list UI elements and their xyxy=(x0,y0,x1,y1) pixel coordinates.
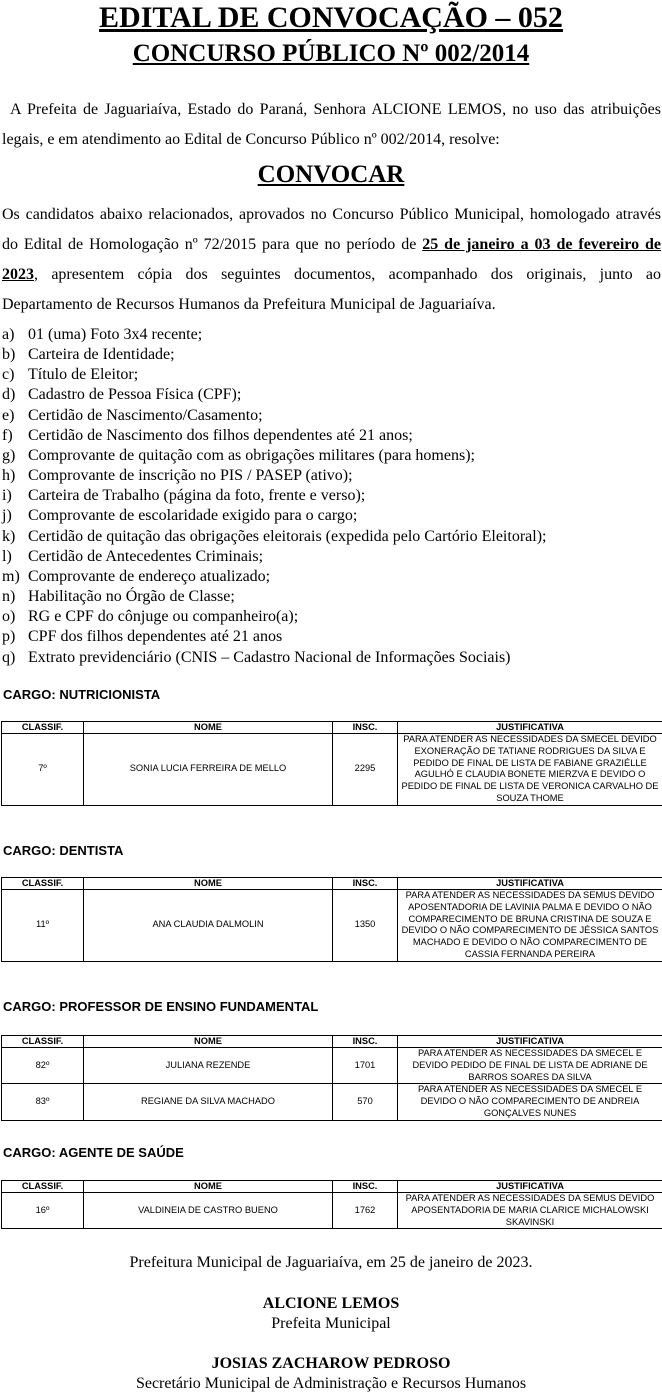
document-item xyxy=(2,466,657,486)
document-item-text: Carteira de Identidade; xyxy=(28,346,175,364)
document-item xyxy=(2,506,657,526)
cargo-title: CARGO: NUTRICIONISTA xyxy=(3,687,161,702)
cell-insc: 1762 xyxy=(333,1193,398,1229)
column-header-justificativa: JUSTIFICATIVA xyxy=(398,722,662,734)
cell-justificativa: PARA ATENDER AS NECESSIDADES DA SEMUS DEVIDO APOSENTADORIA DE MARIA CLARICE MICHALOWSKI SKAVINSKI xyxy=(398,1193,662,1229)
document-item-text: Certidão de Nascimento/Casamento; xyxy=(28,406,263,424)
cell-classif: 7º xyxy=(2,734,84,806)
table-row xyxy=(2,734,662,806)
document-item xyxy=(2,365,657,385)
document-item-text: Comprovante de quitação com as obrigações militares (para homens); xyxy=(28,446,475,464)
document-item-text: Comprovante de escolaridade exigido para o cargo; xyxy=(28,507,358,525)
document-item xyxy=(2,486,657,506)
document-item xyxy=(2,345,657,365)
document-item xyxy=(2,406,657,426)
signer-name: ALCIONE LEMOS xyxy=(262,1295,400,1312)
column-header-classif: CLASSIF. xyxy=(2,1036,84,1048)
cell-classif: 16º xyxy=(2,1193,84,1229)
document-item-letter: c) xyxy=(2,366,15,384)
document-item-letter: f) xyxy=(2,426,13,444)
cargo-title: CARGO: DENTISTA xyxy=(3,843,124,858)
document-item-letter: k) xyxy=(2,527,16,545)
document-item-text: CPF dos filhos dependentes até 21 anos xyxy=(28,628,283,646)
cargo-table xyxy=(1,721,662,806)
document-item xyxy=(2,607,657,627)
document-item-letter: a) xyxy=(2,326,15,343)
column-header-insc: INSC. xyxy=(333,878,398,890)
document-item-text: Certidão de quitação das obrigações eleitorais (expedida pelo Cartório Eleitoral); xyxy=(28,527,547,545)
document-item-letter: h) xyxy=(2,467,16,485)
body-paragraph xyxy=(2,200,661,320)
document-item-letter: q) xyxy=(2,648,16,666)
cell-insc: 2295 xyxy=(333,734,398,806)
cell-justificativa: PARA ATENDER AS NECESSIDADES DA SMECEL DEVIDO EXONERAÇÃO DE TATIANE RODRIGUES DA SILVA E PEDIDO DE FINAL DE LISTA DE FABIANE GRAZIÉLLE AGULHÓ E CLAUDIA BONETE MIERZVA E DEVIDO O PEDIDO DE FINAL DE LISTA DE VERONICA CARVALHO DE SOUZA THOME xyxy=(398,734,662,806)
document-item-text: Título de Eleitor; xyxy=(28,366,139,384)
cargo-table xyxy=(1,1180,662,1229)
cargo-table xyxy=(1,877,662,962)
column-header-justificativa: JUSTIFICATIVA xyxy=(398,1181,662,1193)
column-header-insc: INSC. xyxy=(333,1036,398,1048)
document-item-text: Certidão de Nascimento dos filhos dependentes até 21 anos; xyxy=(28,426,413,444)
column-header-nome: NOME xyxy=(84,878,333,890)
table-header-row xyxy=(2,1181,662,1193)
document-item-text: Comprovante de inscrição no PIS / PASEP (ativo); xyxy=(28,467,353,485)
date-line: Prefeitura Municipal de Jaguariaíva, em 25 de janeiro de 2023. xyxy=(129,1254,533,1271)
table-header-row xyxy=(2,1036,662,1048)
cargo-title: CARGO: AGENTE DE SAÚDE xyxy=(3,1145,184,1160)
document-title: EDITAL DE CONVOCAÇÃO – 052 xyxy=(99,1,563,34)
document-item xyxy=(2,527,657,547)
signer-name: JOSIAS ZACHAROW PEDROSO xyxy=(211,1355,451,1372)
cell-insc: 1350 xyxy=(333,890,398,962)
table-row xyxy=(2,1048,662,1084)
document-item-letter: e) xyxy=(2,406,15,424)
cell-justificativa: PARA ATENDER AS NECESSIDADES DA SMECEL E DEVIDO PEDIDO DE FINAL DE LISTA DE ADRIANE DE BARROS SOARES DA SILVA xyxy=(398,1048,662,1084)
document-item-letter: m) xyxy=(2,567,20,585)
document-item-letter: j) xyxy=(2,507,12,525)
document-item-text: Extrato previdenciário (CNIS – Cadastro Nacional de Informações Sociais) xyxy=(28,648,511,666)
convocar-heading: CONVOCAR xyxy=(257,161,405,188)
document-item xyxy=(2,567,657,587)
cell-classif: 83º xyxy=(2,1084,84,1120)
document-item-letter: d) xyxy=(2,386,16,404)
documents-list xyxy=(2,325,657,668)
document-item-text: Habilitação no Órgão de Classe; xyxy=(28,588,235,606)
cell-classif: 82º xyxy=(2,1048,84,1084)
document-item-text: Carteira de Trabalho (página da foto, frente e verso); xyxy=(28,487,366,505)
body-text-before: Os candidatos abaixo relacionados, aprovados no Concurso Público Municipal, homologado através do Edital de Homologação nº 72/2015 para que no período de xyxy=(2,206,661,253)
document-item-letter: i) xyxy=(2,487,12,505)
document-item-letter: l) xyxy=(2,547,12,565)
cargo-table xyxy=(1,1035,662,1121)
cell-justificativa: PARA ATENDER AS NECESSIDADES DA SMECEL E DEVIDO O NÃO COMPARECIMENTO DE ANDREIA GONÇALVES NUNES xyxy=(398,1084,662,1120)
document-item xyxy=(2,587,657,607)
cargo-title: CARGO: PROFESSOR DE ENSINO FUNDAMENTAL xyxy=(3,999,319,1014)
cell-justificativa: PARA ATENDER AS NECESSIDADES DA SEMUS DEVIDO APOSENTADORIA DE LAVINIA PALMA E DEVIDO O NÃO COMPARECIMENTO DE BRUNA CRISTINA DE SOUZA E DEVIDO O NÃO COMPARECIMENTO DE JÉSSICA SANTOS MACHADO E DEVIDO O NÃO COMPARECIMENTO DE CASSIA FERNANDA PEREIRA xyxy=(398,890,662,962)
document-item-text: Certidão de Antecedentes Criminais; xyxy=(28,547,264,565)
cell-nome: SONIA LUCIA FERREIRA DE MELLO xyxy=(84,734,333,806)
document-subtitle: CONCURSO PÚBLICO Nº 002/2014 xyxy=(132,40,530,67)
document-item xyxy=(2,426,657,446)
cell-nome: ANA CLAUDIA DALMOLIN xyxy=(84,890,333,962)
document-item-text: 01 (uma) Foto 3x4 recente; xyxy=(28,326,203,343)
document-item-letter: g) xyxy=(2,446,16,464)
column-header-classif: CLASSIF. xyxy=(2,1181,84,1193)
document-item xyxy=(2,325,657,345)
cell-nome: VALDINEIA DE CASTRO BUENO xyxy=(84,1193,333,1229)
document-item xyxy=(2,547,657,567)
cell-classif: 11º xyxy=(2,890,84,962)
column-header-nome: NOME xyxy=(84,1181,333,1193)
column-header-classif: CLASSIF. xyxy=(2,878,84,890)
document-item xyxy=(2,627,657,647)
column-header-classif: CLASSIF. xyxy=(2,722,84,734)
body-text-after: , apresentem cópia dos seguintes documentos, acompanhado dos originais, junto ao Departamento de Recursos Humanos da Prefeitura Municipal de Jaguariaíva. xyxy=(2,266,661,313)
column-header-insc: INSC. xyxy=(333,1181,398,1193)
signer-role: Secretário Municipal de Administração e Recursos Humanos xyxy=(135,1375,527,1392)
body-period: 25 de janeiro a 03 de fevereiro de 2023 xyxy=(2,236,662,283)
column-header-justificativa: JUSTIFICATIVA xyxy=(398,878,662,890)
signer-role: Prefeita Municipal xyxy=(271,1315,391,1332)
document-item-letter: p) xyxy=(2,628,16,646)
table-row xyxy=(2,1084,662,1120)
document-item xyxy=(2,648,657,668)
table-header-row xyxy=(2,722,662,734)
document-item xyxy=(2,385,657,405)
column-header-nome: NOME xyxy=(84,1036,333,1048)
column-header-insc: INSC. xyxy=(333,722,398,734)
document-item-text: Comprovante de endereço atualizado; xyxy=(28,567,271,585)
intro-paragraph: A Prefeita de Jaguariaíva, Estado do Paraná, Senhora ALCIONE LEMOS, no uso das atribuições legais, e em atendimento ao Edital de Concurso Público nº 002/2014, resolve: xyxy=(2,101,661,148)
table-header-row xyxy=(2,878,662,890)
cell-nome: JULIANA REZENDE xyxy=(84,1048,333,1084)
document-item-letter: n) xyxy=(2,588,16,606)
document-item-letter: b) xyxy=(2,346,16,364)
document-item xyxy=(2,446,657,466)
cell-insc: 1701 xyxy=(333,1048,398,1084)
document-item-letter: o) xyxy=(2,608,16,626)
table-row xyxy=(2,890,662,962)
document-item-text: Cadastro de Pessoa Física (CPF); xyxy=(28,386,242,404)
column-header-nome: NOME xyxy=(84,722,333,734)
cell-nome: REGIANE DA SILVA MACHADO xyxy=(84,1084,333,1120)
cell-insc: 570 xyxy=(333,1084,398,1120)
table-row xyxy=(2,1193,662,1229)
column-header-justificativa: JUSTIFICATIVA xyxy=(398,1036,662,1048)
document-item-text: RG e CPF do cônjuge ou companheiro(a); xyxy=(28,608,299,626)
